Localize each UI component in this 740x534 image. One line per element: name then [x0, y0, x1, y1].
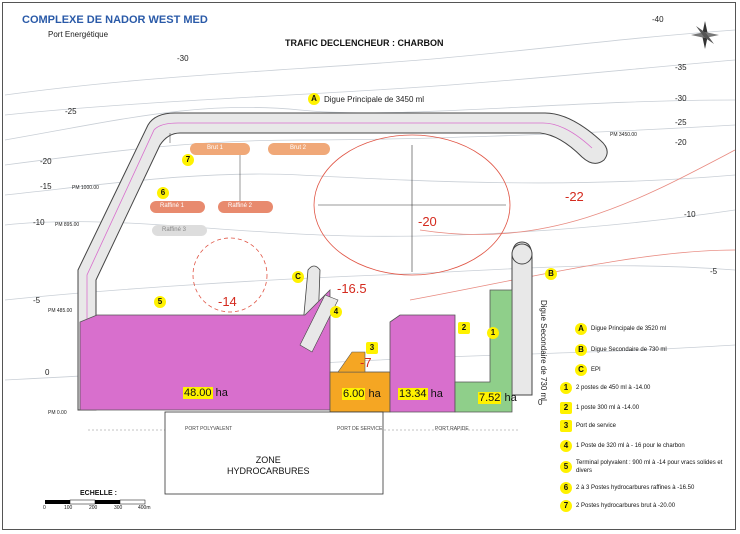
marker-a: A — [308, 93, 320, 105]
scale-bar — [45, 500, 145, 504]
depth-label: -30 — [675, 94, 687, 103]
contour-red-2 — [410, 250, 735, 300]
marker-7: 7 — [182, 154, 194, 166]
scale-tick: 300 — [114, 505, 123, 511]
basin-depth: -22 — [565, 189, 584, 204]
berth-raffine-2: Raffiné 2 — [228, 203, 252, 209]
map-title: COMPLEXE DE NADOR WEST MED — [22, 14, 208, 26]
legend-item: B Digue Secondaire de 730 ml — [575, 344, 667, 356]
legend-item: 4 1 Poste de 320 ml à - 16 pour le charbon — [560, 440, 685, 452]
depth-label: -20 — [675, 138, 687, 147]
berth-raffine-1: Raffiné 1 — [160, 203, 184, 209]
marker-1: 1 — [487, 327, 499, 339]
depth-label: -35 — [675, 63, 687, 72]
depth-label: -5 — [33, 296, 41, 305]
legend-item: 3 Port de service — [560, 420, 616, 432]
scale-tick: 200 — [89, 505, 98, 511]
depth-label: -15 — [40, 182, 52, 191]
digue-secondaire — [512, 242, 532, 395]
depth-label: -10 — [33, 218, 45, 227]
compass-rose-icon — [691, 21, 719, 49]
legend-item: 2 1 poste 300 ml à -14.00 — [560, 402, 639, 414]
depth-label: 0 — [538, 398, 543, 407]
marker-4: 4 — [330, 306, 342, 318]
basin-depth: -7 — [360, 355, 372, 370]
legend-item: 6 2 à 3 Postes hydrocarbures raffines à -16.50 — [560, 482, 694, 494]
scale-title: ECHELLE : — [80, 490, 117, 497]
scale-tick: 400m — [138, 505, 151, 511]
depth-label: -20 — [40, 157, 52, 166]
marker-5: 5 — [154, 296, 166, 308]
berth-raffine-3: Raffiné 3 — [162, 227, 186, 233]
depth-label: -25 — [675, 118, 687, 127]
pm-label: PM 3450.00 — [610, 132, 637, 138]
legend-item: C EPI — [575, 364, 601, 376]
digue-principale-label: Digue Principale de 3450 ml — [324, 95, 425, 104]
zone-hydrocarbures — [165, 412, 383, 494]
depth-label: 0 — [45, 368, 50, 377]
label-port-polyvalent: PORT POLYVALENT — [185, 426, 233, 432]
marker-3: 3 — [366, 342, 378, 354]
berth-brut-1: Brut 1 — [207, 145, 224, 151]
depth-label: -40 — [652, 15, 664, 24]
depth-label: -30 — [177, 54, 189, 63]
pm-label: PM 1000.00 — [72, 185, 99, 191]
area-polyvalent: 48.00 ha — [184, 387, 228, 399]
pm-label: PM 895.00 — [55, 222, 80, 228]
pm-label: PM 485.00 — [48, 308, 73, 314]
digue-secondaire-label: Digue Secondaire de 730 ml — [539, 300, 548, 401]
marker-2: 2 — [458, 322, 470, 334]
depth-label: -5 — [710, 267, 718, 276]
scale-tick: 100 — [64, 505, 73, 511]
map-subtitle: Port Energétique — [48, 30, 109, 39]
legend-item: 5 Terminal polyvalent : 900 ml à -14 pour vracs solides et divers — [560, 459, 730, 475]
label-port-service: PORT DE SERVICE — [337, 426, 383, 432]
basin-depth: -14 — [218, 294, 237, 309]
area-service: 6.00 ha — [343, 388, 381, 400]
trafic-label: TRAFIC DECLENCHEUR : CHARBON — [285, 38, 444, 48]
berth-brut-2: Brut 2 — [290, 145, 307, 151]
legend-item: 1 2 postes de 450 ml à -14.00 — [560, 382, 650, 394]
basin-depth: -20 — [418, 214, 437, 229]
pm-label: PM 0.00 — [48, 410, 67, 416]
depth-label: -25 — [65, 107, 77, 116]
area-verte: 7.52 ha — [479, 392, 517, 404]
basin-depth: -16.5 — [337, 281, 367, 296]
scale-tick: 0 — [43, 505, 46, 511]
legend-item: A Digue Principale de 3520 ml — [575, 323, 666, 335]
marker-c: C — [292, 271, 304, 283]
marker-6: 6 — [157, 187, 169, 199]
zone-hydrocarbures-label: ZONE HYDROCARBURES — [227, 455, 310, 476]
legend-item: 7 2 Postes hydrocarbures brut à -20.00 — [560, 500, 675, 512]
area-rapide: 13.34 ha — [399, 388, 443, 400]
label-port-rapide: PORT RAPIDE — [435, 426, 469, 432]
marker-b: B — [545, 268, 557, 280]
depth-label: -10 — [684, 210, 696, 219]
